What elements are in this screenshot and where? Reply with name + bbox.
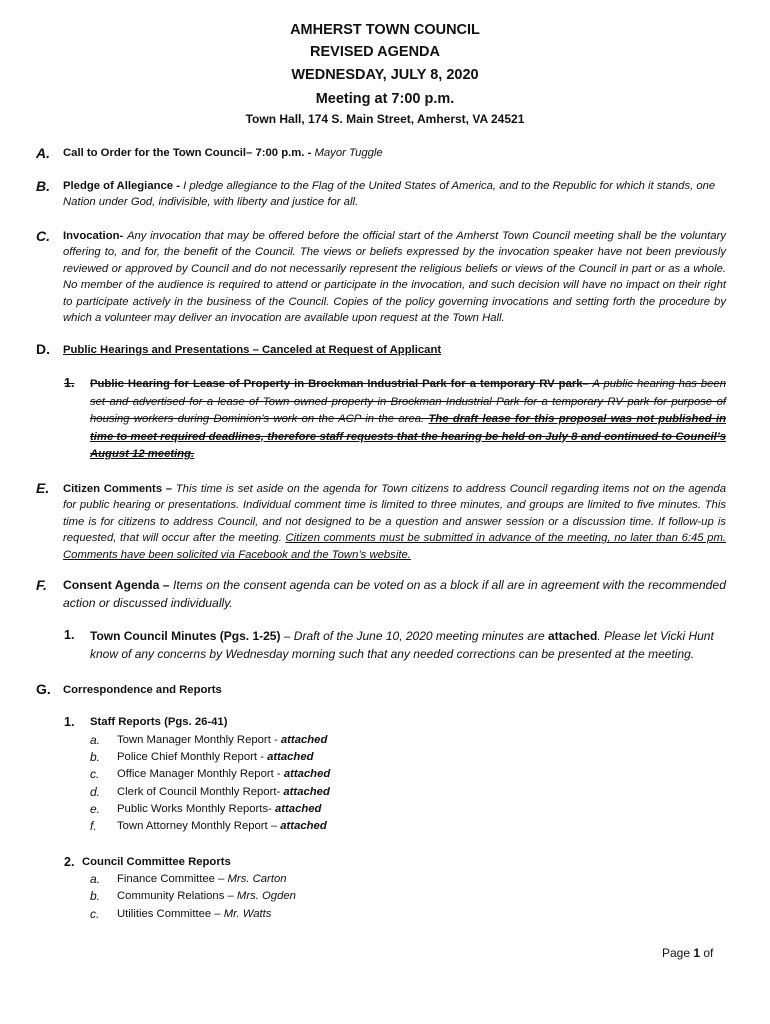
committee-item-letter: a. [90,872,101,886]
committee-item-letter: b. [90,889,101,903]
section-g [63,682,726,698]
staff-item-tag: attached [267,751,314,763]
committee-item-text: Utilities Committee – [117,908,224,920]
staff-item-letter: a. [90,733,101,747]
staff-item-tag: attached [280,734,328,746]
section-c-label: Invocation- [63,230,127,242]
staff-item-letter: c. [90,767,100,781]
committee-item-chair: Mrs. Ogden [236,890,296,902]
staff-item-letter: e. [90,802,101,816]
council-reports [82,856,231,868]
section-d-item1-num: 1. [64,376,75,390]
minutes-dash: – [280,629,294,643]
section-a-label: Call to Order for the Town Council– 7:00 p.m. - [63,147,315,159]
committee-item-text: Community Relations – [117,890,237,902]
staff-item-letter: d. [90,785,101,799]
section-f [63,577,726,612]
section-b [63,178,726,211]
staff-item-text: Town Manager Monthly Report - [117,734,281,746]
section-e-label: Citizen Comments – [63,483,176,495]
staff-item-tag: attached [283,786,330,798]
section-a [63,145,726,161]
meeting-location: Town Hall, 174 S. Main Street, Amherst, VA 24521 [245,112,525,126]
pledge-text: I pledge allegiance to the Flag of the United States of America, and to the Republic for which it stands, one Nation under God, indivisible, with liberty and justice for all. [63,180,716,209]
staff-reports-title: Staff Reports (Pgs. 26-41) [90,716,228,728]
minutes-title: Town Council Minutes (Pgs. 1-25) [90,629,281,643]
section-d-letter: D. [36,341,50,357]
council-reports-title: Council Committee Reports [82,856,231,868]
section-d-item1 [90,376,726,464]
staff-item [117,803,321,815]
committee-item [117,908,271,920]
staff-item-letter: f. [90,819,97,833]
meeting-time: Meeting at 7:00 p.m. [315,91,455,107]
section-f-item1 [90,628,726,663]
minutes-attached: attached [547,629,598,643]
committee-item-text: Finance Committee – [117,873,228,885]
staff-item [117,751,314,763]
page-label: Page [662,946,694,960]
public-hearing-note: The draft lease for this proposal was not published in time to meet required deadlines, therefore staff requests that the hearing be held on July 8 and continued to Council’s August 12 meeting. [90,413,726,460]
staff-item-tag: attached [283,768,331,780]
staff-item-text: Police Chief Monthly Report - [117,751,268,763]
public-hearing-title: Public Hearing for Lease of Property in Brockman Industrial Park for a temporary RV park– [90,378,589,390]
staff-item [117,768,330,780]
section-d-label: Public Hearings and Presentations – Canceled at Request of Applicant [63,344,442,356]
committee-item-chair: Mrs. Carton [227,873,287,885]
section-c-letter: C. [36,228,50,244]
staff-item-text: Public Works Monthly Reports- [117,803,275,815]
section-e [63,481,726,563]
agenda-subtitle: REVISED AGENDA [310,44,440,60]
section-b-letter: B. [36,178,50,194]
minutes-text-2: . Please let Vicki Hunt know of any concerns by Wednesday morning such that any needed corrections can be presented at the meeting. [90,629,714,661]
staff-item [117,820,327,832]
page-number: 1 [693,946,701,960]
staff-item-text: Clerk of Council Monthly Report- [117,786,284,798]
section-f-item1-num: 1. [64,628,75,642]
section-d [63,342,726,358]
section-e-letter: E. [36,480,50,496]
section-a-letter: A. [36,145,50,161]
committee-item-chair: Mr. Watts [223,908,272,920]
minutes-text-1: Draft of the June 10, 2020 meeting minutes are [293,629,548,643]
citizen-comments-deadline: Citizen comments must be submitted in advance of the meeting, no later than 6:45 pm. Comments have been solicited via Facebook and the Town’s website. [63,532,726,561]
council-title: AMHERST TOWN COUNCIL [290,22,480,38]
council-reports-num: 2. [64,855,75,869]
staff-item-text: Town Attorney Monthly Report – [117,820,281,832]
staff-reports-num: 1. [64,715,75,729]
section-f-label: Consent Agenda – [63,578,173,592]
meeting-date: WEDNESDAY, JULY 8, 2020 [291,67,479,83]
page-of: of [700,946,714,960]
section-a-presider: Mayor Tuggle [314,147,383,159]
page-footer [662,946,713,960]
consent-agenda-text: Items on the consent agenda can be voted on as a block if all are in agreement with the recommended action or discussed individually. [63,578,726,610]
section-f-letter: F. [36,577,47,593]
staff-item [117,734,327,746]
section-b-label: Pledge of Allegiance - [63,180,184,192]
section-g-label: Correspondence and Reports [63,684,222,696]
committee-item [117,890,296,902]
section-g-letter: G. [36,681,51,697]
committee-item [117,873,287,885]
section-c [63,228,726,326]
staff-item-letter: b. [90,750,101,764]
invocation-text: Any invocation that may be offered before the official start of the Amherst Town Council meeting shall be the voluntary offering to, and for, the benefit of the Council. The views or beliefs expressed by the invocation speaker have not been previously reviewed or approved by Council and do not necessarily represent the religious beliefs or views of the Council in part or as a whole. No member of the audience is required to attend or participate in the invocation, and such decision will have no impact on their right to participate actively in the business of the Council. Copies of the policy governing invocations and setting forth the procedure by which a volunteer may deliver an invocation are available upon request at the Town Hall. [63,230,726,325]
staff-item [117,786,330,798]
staff-item-text: Office Manager Monthly Report - [117,768,284,780]
staff-reports [90,716,227,728]
public-hearing-text: A public hearing has been set and advertised for a lease of Town owned property in Brockman Industrial Park for a temporary RV park for purpose of housing workers during Dominion’s work on the ACP in the area. [90,378,727,425]
committee-item-letter: c. [90,907,100,921]
staff-item-tag: attached [280,820,327,832]
citizen-comments-text: This time is set aside on the agenda for Town citizens to address Council regarding items not on the agenda for public hearing or presentations. Individual comment time is limited to three minutes, and groups are limited to five minutes. This time is for citizens to address Council, and not designed to be a question and answer session or a discussion time. If follow-up is requested, that will occur after the meeting. [63,483,726,545]
staff-item-tag: attached [275,803,322,815]
